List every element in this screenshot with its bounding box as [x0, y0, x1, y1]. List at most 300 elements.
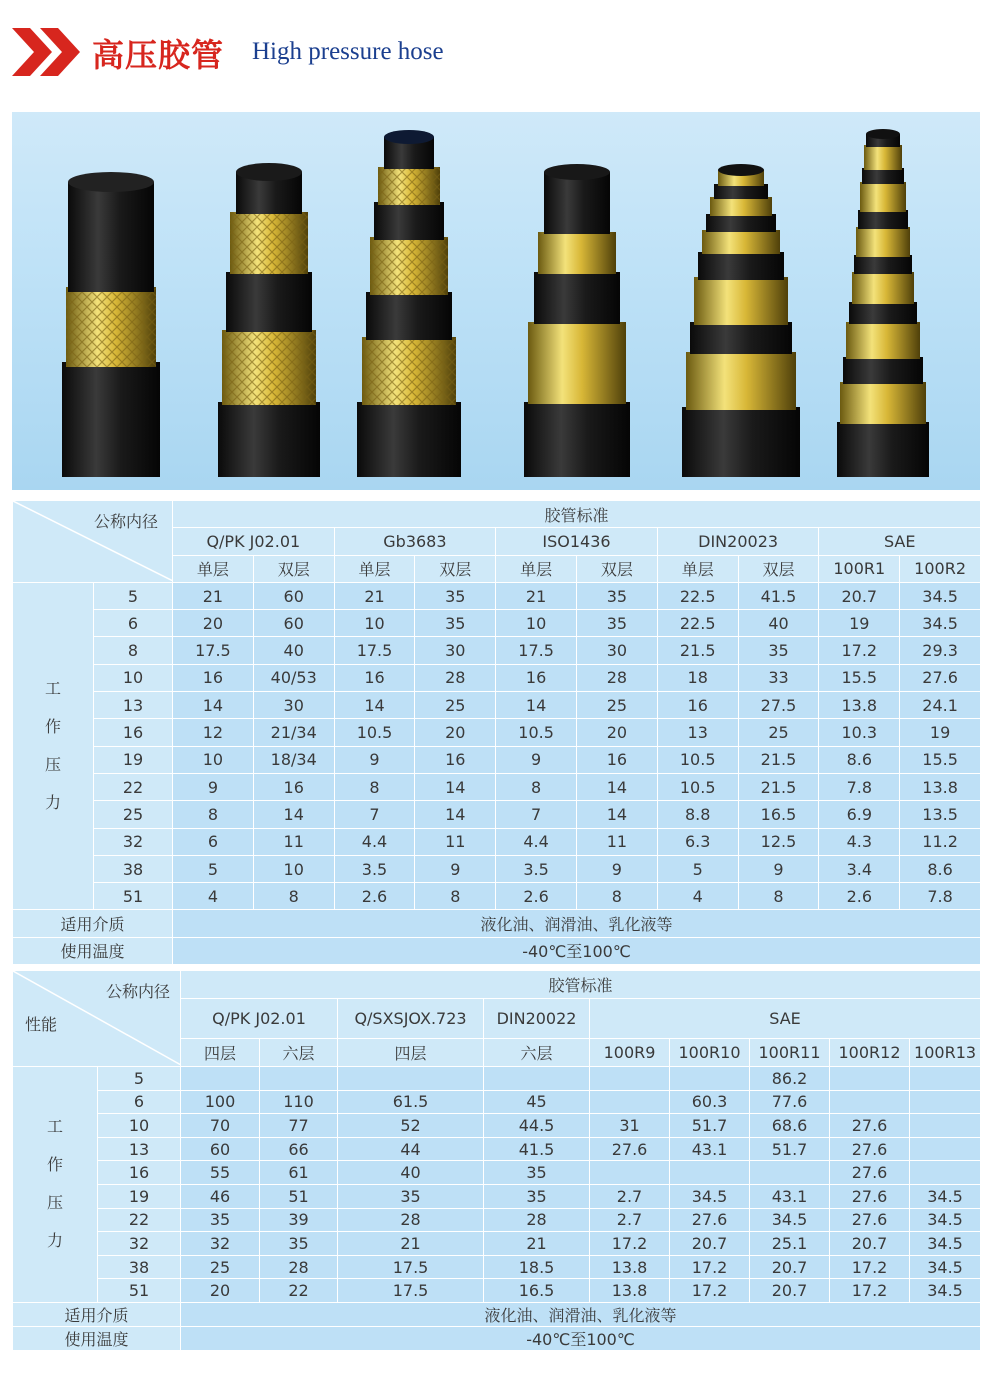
pressure-table-2	[12, 970, 981, 1351]
pressure-cell-2: 70	[181, 1114, 260, 1138]
pressure-cell-2: 17.2	[830, 1255, 910, 1279]
pressure-cell: 14	[173, 692, 254, 719]
pressure-cell-2: 34.5	[910, 1184, 981, 1208]
pressure-cell: 60	[253, 610, 334, 637]
pressure-cell-2: 35	[181, 1208, 260, 1232]
pressure-cell-2	[181, 1067, 260, 1091]
pressure-cell: 21.5	[738, 746, 819, 773]
pressure-cell: 35	[577, 610, 658, 637]
pressure-cell-2: 28	[338, 1208, 484, 1232]
table-row	[13, 828, 981, 855]
pressure-label-char: 作	[44, 717, 61, 737]
pressure-cell: 18	[657, 664, 738, 691]
pressure-cell-2	[590, 1067, 670, 1091]
hose-4	[524, 164, 630, 477]
pressure-cell: 4.4	[496, 828, 577, 855]
pressure-cell: 8	[496, 773, 577, 800]
pressure-cell-2: 43.1	[750, 1184, 830, 1208]
table-row	[13, 855, 981, 882]
pressure-cell: 10.5	[657, 773, 738, 800]
pressure-cell: 22.5	[657, 582, 738, 609]
sub-header: 单层	[657, 555, 738, 582]
pressure-cell: 30	[253, 692, 334, 719]
sub-header: 单层	[173, 555, 254, 582]
pressure-cell: 21	[496, 582, 577, 609]
diameter-cell: 51	[94, 883, 173, 910]
pressure-cell-2: 21	[338, 1232, 484, 1256]
pressure-cell: 10	[496, 610, 577, 637]
pressure-cell: 14	[496, 692, 577, 719]
hose-6	[837, 129, 929, 477]
pressure-cell: 3.4	[819, 855, 900, 882]
pressure-cell-2: 27.6	[590, 1137, 670, 1161]
pressure-cell-2	[910, 1090, 981, 1114]
pressure-cell: 21	[334, 582, 415, 609]
pressure-cell-2: 27.6	[830, 1137, 910, 1161]
pressure-cell-2: 34.5	[670, 1184, 750, 1208]
pressure-cell: 3.5	[496, 855, 577, 882]
pressure-cell: 20	[415, 719, 496, 746]
pressure-cell: 12.5	[738, 828, 819, 855]
table-row-2	[13, 1208, 981, 1232]
pressure-cell-2: 43.1	[670, 1137, 750, 1161]
sub-header-2: 100R13	[910, 1039, 981, 1067]
pressure-cell: 10.3	[819, 719, 900, 746]
diameter-cell: 19	[94, 746, 173, 773]
pressure-cell: 18/34	[253, 746, 334, 773]
pressure-cell-2: 32	[181, 1232, 260, 1256]
pressure-cell-2: 34.5	[910, 1208, 981, 1232]
diameter-cell-2: 16	[98, 1161, 181, 1185]
diameter-cell: 5	[94, 582, 173, 609]
sub-header-2: 六层	[484, 1039, 590, 1067]
working-pressure-label	[13, 582, 94, 910]
pressure-cell: 16	[173, 664, 254, 691]
diameter-cell: 10	[94, 664, 173, 691]
sub-header-2: 100R9	[590, 1039, 670, 1067]
pressure-cell-2: 60.3	[670, 1090, 750, 1114]
pressure-cell-2: 17.2	[670, 1255, 750, 1279]
pressure-cell: 10.5	[496, 719, 577, 746]
pressure-cell: 14	[415, 801, 496, 828]
pressure-cell: 7	[334, 801, 415, 828]
table-row-2	[13, 1232, 981, 1256]
table-row-2	[13, 1255, 981, 1279]
pressure-cell: 10.5	[334, 719, 415, 746]
pressure-cell-2: 17.5	[338, 1279, 484, 1303]
pressure-cell: 14	[415, 773, 496, 800]
table-row	[13, 582, 981, 609]
pressure-cell: 8	[577, 883, 658, 910]
pressure-cell: 30	[415, 637, 496, 664]
diameter-cell-2: 22	[98, 1208, 181, 1232]
medium-value-2: 液化油、润滑油、乳化液等	[181, 1302, 981, 1326]
table-row	[13, 746, 981, 773]
pressure-cell-2: 27.6	[670, 1208, 750, 1232]
pressure-cell: 35	[738, 637, 819, 664]
pressure-cell-2: 20.7	[670, 1232, 750, 1256]
diameter-cell-2: 10	[98, 1114, 181, 1138]
table-row-2	[13, 1067, 981, 1091]
pressure-cell: 14	[577, 773, 658, 800]
property-header	[13, 971, 181, 1067]
medium-label-2: 适用介质	[13, 1302, 181, 1326]
pressure-cell: 11	[577, 828, 658, 855]
diameter-cell: 22	[94, 773, 173, 800]
pressure-cell: 20	[577, 719, 658, 746]
pressure-cell-2: 51.7	[670, 1114, 750, 1138]
pressure-cell-2: 21	[484, 1232, 590, 1256]
pressure-cell-2: 51	[260, 1184, 338, 1208]
standard-header-2: Q/PK J02.01	[181, 999, 338, 1039]
pressure-cell: 16	[657, 692, 738, 719]
pressure-cell-2: 52	[338, 1114, 484, 1138]
pressure-cell: 20	[173, 610, 254, 637]
pressure-cell: 19	[819, 610, 900, 637]
pressure-cell: 7.8	[900, 883, 981, 910]
pressure-cell-2: 20.7	[750, 1255, 830, 1279]
pressure-cell: 14	[577, 801, 658, 828]
pressure-cell: 27.5	[738, 692, 819, 719]
hose-standard-header-2: 胶管标准	[181, 971, 981, 999]
diameter-cell: 32	[94, 828, 173, 855]
pressure-cell: 27.6	[900, 664, 981, 691]
hose-product-photo	[12, 112, 980, 490]
pressure-cell: 21.5	[657, 637, 738, 664]
pressure-cell-2: 2.7	[590, 1184, 670, 1208]
pressure-cell-2: 13.8	[590, 1279, 670, 1303]
pressure-cell-2: 55	[181, 1161, 260, 1185]
pressure-cell: 4.4	[334, 828, 415, 855]
pressure-cell-2	[910, 1161, 981, 1185]
table-row-2	[13, 1279, 981, 1303]
property-label: 性能	[25, 1015, 58, 1034]
pressure-cell: 6.3	[657, 828, 738, 855]
sub-header: 双层	[415, 555, 496, 582]
pressure-cell-2: 25.1	[750, 1232, 830, 1256]
pressure-cell-2	[590, 1090, 670, 1114]
table-row	[13, 773, 981, 800]
pressure-cell-2	[670, 1161, 750, 1185]
table-row	[13, 719, 981, 746]
pressure-cell: 5	[657, 855, 738, 882]
table-row-2	[13, 1137, 981, 1161]
sub-header: 单层	[496, 555, 577, 582]
pressure-cell-2: 27.6	[830, 1114, 910, 1138]
sub-header: 100R2	[900, 555, 981, 582]
pressure-cell: 17.5	[173, 637, 254, 664]
pressure-cell: 40	[738, 610, 819, 637]
table-row	[13, 883, 981, 910]
pressure-cell-2: 17.2	[590, 1232, 670, 1256]
sub-header: 100R1	[819, 555, 900, 582]
pressure-cell-2: 20	[181, 1279, 260, 1303]
diameter-cell-2: 38	[98, 1255, 181, 1279]
pressure-cell: 35	[415, 582, 496, 609]
hose-5	[682, 164, 800, 477]
standard-header: Q/PK J02.01	[173, 528, 335, 555]
pressure-cell: 9	[577, 855, 658, 882]
pressure-label-char: 压	[46, 1193, 63, 1213]
pressure-cell: 10	[334, 610, 415, 637]
pressure-cell: 34.5	[900, 610, 981, 637]
pressure-cell: 28	[415, 664, 496, 691]
sub-header-2: 六层	[260, 1039, 338, 1067]
pressure-cell: 2.6	[819, 883, 900, 910]
table-row-2	[13, 1161, 981, 1185]
pressure-cell: 2.6	[334, 883, 415, 910]
diameter-cell-2: 6	[98, 1090, 181, 1114]
pressure-cell-2: 66	[260, 1137, 338, 1161]
pressure-cell: 16	[496, 664, 577, 691]
nominal-diameter-header	[13, 501, 173, 583]
pressure-cell-2	[910, 1067, 981, 1091]
diameter-cell-2: 19	[98, 1184, 181, 1208]
pressure-cell-2	[830, 1090, 910, 1114]
table-row-2	[13, 1114, 981, 1138]
table-row	[13, 664, 981, 691]
pressure-cell: 2.6	[496, 883, 577, 910]
sub-header-2: 100R11	[750, 1039, 830, 1067]
diameter-cell: 13	[94, 692, 173, 719]
pressure-cell-2: 77	[260, 1114, 338, 1138]
pressure-cell-2: 27.6	[830, 1208, 910, 1232]
pressure-cell: 16	[334, 664, 415, 691]
sub-header: 单层	[334, 555, 415, 582]
pressure-label-char: 工	[46, 1117, 63, 1137]
medium-value: 液化油、润滑油、乳化液等	[173, 910, 981, 937]
pressure-cell-2: 44	[338, 1137, 484, 1161]
pressure-cell: 15.5	[819, 664, 900, 691]
pressure-cell: 6	[173, 828, 254, 855]
pressure-cell: 25	[415, 692, 496, 719]
pressure-cell-2: 31	[590, 1114, 670, 1138]
pressure-cell-2: 77.6	[750, 1090, 830, 1114]
pressure-cell: 16.5	[738, 801, 819, 828]
pressure-cell: 17.5	[496, 637, 577, 664]
pressure-label-char: 力	[46, 1231, 63, 1251]
pressure-cell: 21/34	[253, 719, 334, 746]
pressure-cell: 17.5	[334, 637, 415, 664]
pressure-cell-2: 61	[260, 1161, 338, 1185]
pressure-label-char: 作	[46, 1155, 63, 1175]
pressure-cell-2	[750, 1161, 830, 1185]
pressure-cell: 40	[253, 637, 334, 664]
sub-header: 双层	[253, 555, 334, 582]
pressure-cell: 9	[496, 746, 577, 773]
pressure-cell: 8	[738, 883, 819, 910]
pressure-cell-2: 35	[484, 1184, 590, 1208]
pressure-cell: 11	[253, 828, 334, 855]
pressure-cell-2: 34.5	[910, 1232, 981, 1256]
pressure-cell: 8	[334, 773, 415, 800]
hose-standard-header: 胶管标准	[173, 501, 981, 528]
pressure-cell-2: 35	[338, 1184, 484, 1208]
pressure-cell: 17.2	[819, 637, 900, 664]
standard-header: DIN20023	[657, 528, 819, 555]
hose-2	[218, 163, 320, 477]
table-row	[13, 801, 981, 828]
pressure-cell: 5	[173, 855, 254, 882]
pressure-cell: 7	[496, 801, 577, 828]
pressure-cell: 8	[173, 801, 254, 828]
pressure-cell-2: 34.5	[910, 1279, 981, 1303]
pressure-cell-2: 61.5	[338, 1090, 484, 1114]
pressure-cell-2: 86.2	[750, 1067, 830, 1091]
pressure-cell: 6.9	[819, 801, 900, 828]
diameter-cell: 6	[94, 610, 173, 637]
pressure-cell: 9	[415, 855, 496, 882]
pressure-cell: 25	[738, 719, 819, 746]
pressure-cell-2: 13.8	[590, 1255, 670, 1279]
medium-label: 适用介质	[13, 910, 173, 937]
pressure-cell: 9	[738, 855, 819, 882]
pressure-cell: 4	[173, 883, 254, 910]
pressure-label-char: 力	[44, 793, 61, 813]
pressure-cell: 16	[253, 773, 334, 800]
pressure-cell-2: 44.5	[484, 1114, 590, 1138]
nominal-diameter-label: 公称内径	[94, 512, 159, 531]
double-chevron-icon	[12, 28, 84, 76]
pressure-cell: 35	[577, 582, 658, 609]
table-row	[13, 610, 981, 637]
working-pressure-label-2	[13, 1067, 98, 1303]
pressure-cell: 14	[334, 692, 415, 719]
standard-header: Gb3683	[334, 528, 496, 555]
pressure-cell-2	[260, 1067, 338, 1091]
pressure-cell-2: 46	[181, 1184, 260, 1208]
pressure-cell-2: 45	[484, 1090, 590, 1114]
pressure-cell-2	[484, 1067, 590, 1091]
pressure-cell: 8	[415, 883, 496, 910]
temperature-value: -40℃至100℃	[173, 937, 981, 964]
pressure-cell: 11.2	[900, 828, 981, 855]
pressure-cell: 28	[577, 664, 658, 691]
pressure-cell-2: 27.6	[830, 1184, 910, 1208]
pressure-cell-2: 17.5	[338, 1255, 484, 1279]
page-header	[0, 0, 1000, 100]
pressure-cell: 35	[415, 610, 496, 637]
diameter-cell-2: 32	[98, 1232, 181, 1256]
pressure-cell: 20.7	[819, 582, 900, 609]
sub-header-2: 100R12	[830, 1039, 910, 1067]
title-chinese: 高压胶管	[92, 36, 225, 74]
diameter-cell-2: 5	[98, 1067, 181, 1091]
pressure-cell-2: 16.5	[484, 1279, 590, 1303]
pressure-cell: 21.5	[738, 773, 819, 800]
pressure-cell: 30	[577, 637, 658, 664]
pressure-cell-2: 110	[260, 1090, 338, 1114]
pressure-cell-2: 34.5	[910, 1255, 981, 1279]
pressure-cell-2	[910, 1114, 981, 1138]
temperature-value-2: -40℃至100℃	[181, 1326, 981, 1350]
pressure-cell: 33	[738, 664, 819, 691]
pressure-cell-2: 40	[338, 1161, 484, 1185]
pressure-cell: 10.5	[657, 746, 738, 773]
pressure-cell-2	[830, 1067, 910, 1091]
pressure-cell: 4	[657, 883, 738, 910]
pressure-cell-2: 28	[484, 1208, 590, 1232]
pressure-cell: 16	[415, 746, 496, 773]
diameter-cell: 8	[94, 637, 173, 664]
pressure-cell: 34.5	[900, 582, 981, 609]
pressure-cell-2: 25	[181, 1255, 260, 1279]
hose-3	[357, 130, 461, 477]
table-row-2	[13, 1184, 981, 1208]
pressure-cell-2: 22	[260, 1279, 338, 1303]
pressure-label-char: 工	[44, 679, 61, 699]
pressure-cell-2: 34.5	[750, 1208, 830, 1232]
pressure-cell-2: 27.6	[830, 1161, 910, 1185]
sub-header-2: 四层	[338, 1039, 484, 1067]
pressure-cell: 3.5	[334, 855, 415, 882]
nominal-diameter-label-2: 公称内径	[106, 982, 171, 1001]
pressure-cell: 9	[334, 746, 415, 773]
pressure-cell-2: 68.6	[750, 1114, 830, 1138]
pressure-cell: 25	[577, 692, 658, 719]
diameter-cell: 25	[94, 801, 173, 828]
pressure-cell: 10	[173, 746, 254, 773]
pressure-cell-2	[670, 1067, 750, 1091]
temperature-label: 使用温度	[13, 937, 173, 964]
pressure-cell-2: 100	[181, 1090, 260, 1114]
pressure-cell: 40/53	[253, 664, 334, 691]
standard-header: SAE	[819, 528, 981, 555]
pressure-cell: 8.6	[900, 855, 981, 882]
pressure-cell: 10	[253, 855, 334, 882]
standard-header-2: DIN20022	[484, 999, 590, 1039]
temperature-label-2: 使用温度	[13, 1326, 181, 1350]
diameter-cell-2: 13	[98, 1137, 181, 1161]
pressure-cell: 13	[657, 719, 738, 746]
pressure-cell-2: 2.7	[590, 1208, 670, 1232]
pressure-cell-2	[910, 1137, 981, 1161]
pressure-cell: 12	[173, 719, 254, 746]
table-row	[13, 692, 981, 719]
table-row-2	[13, 1090, 981, 1114]
pressure-cell-2: 41.5	[484, 1137, 590, 1161]
pressure-cell: 24.1	[900, 692, 981, 719]
standard-header-2: Q/SXSJOX.723	[338, 999, 484, 1039]
pressure-cell-2: 35	[484, 1161, 590, 1185]
pressure-cell: 8.6	[819, 746, 900, 773]
diameter-cell-2: 51	[98, 1279, 181, 1303]
pressure-cell-2: 28	[260, 1255, 338, 1279]
pressure-cell: 13.5	[900, 801, 981, 828]
pressure-cell: 11	[415, 828, 496, 855]
standard-header-2: SAE	[590, 999, 981, 1039]
pressure-cell-2: 18.5	[484, 1255, 590, 1279]
pressure-cell-2	[590, 1161, 670, 1185]
pressure-cell-2: 35	[260, 1232, 338, 1256]
pressure-cell-2: 17.2	[830, 1279, 910, 1303]
pressure-cell: 9	[173, 773, 254, 800]
diameter-cell: 38	[94, 855, 173, 882]
diameter-cell: 16	[94, 719, 173, 746]
hose-1	[62, 172, 160, 477]
title-english: High pressure hose	[252, 38, 444, 65]
pressure-cell: 7.8	[819, 773, 900, 800]
pressure-cell: 21	[173, 582, 254, 609]
sub-header-2: 100R10	[670, 1039, 750, 1067]
pressure-cell-2: 20.7	[750, 1279, 830, 1303]
pressure-cell: 14	[253, 801, 334, 828]
pressure-cell-2: 20.7	[830, 1232, 910, 1256]
table-row	[13, 637, 981, 664]
pressure-cell: 60	[253, 582, 334, 609]
sub-header: 双层	[738, 555, 819, 582]
pressure-cell: 29.3	[900, 637, 981, 664]
